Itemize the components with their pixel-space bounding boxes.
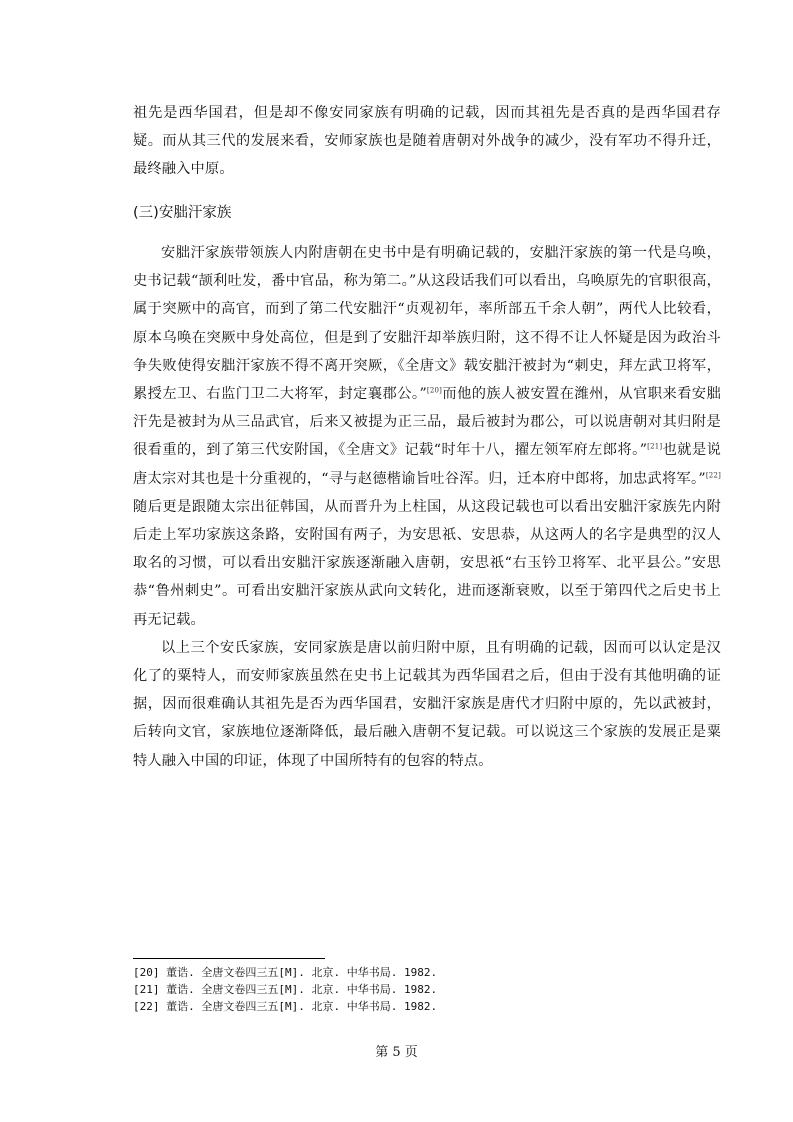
intro-text-block bbox=[133, 99, 721, 184]
paragraph-anzhuohan-family bbox=[133, 239, 721, 634]
footnote-20: [20] 董诰. 全唐文卷四三五[M]. 北京. 中华书局. 1982. bbox=[133, 966, 438, 979]
intro-paragraph: 祖先是西华国君，但是却不像安同家族有明确的记载，因而其祖先是否真的是西华国君存疑。而从其三代的发展来看，安师家族也是随着唐朝对外战争的减少，没有军功不得升迁，最终融入中原。 bbox=[133, 105, 721, 178]
footnote-21: [21] 董诰. 全唐文卷四三五[M]. 北京. 中华书局. 1982. bbox=[133, 983, 438, 996]
main-text-block bbox=[133, 239, 721, 775]
section-heading: (三)安胐汗家族 bbox=[133, 205, 232, 221]
paragraph-2-part-1: 安胐汗家族带领族人内附唐朝在史书中是有明确记载的，安胐汗家族的第一代是乌唤，史书记载“颉利吐发，番中官品，称为第二。”从这段话我们可以看出，乌唤原先的官职很高，属于突厥中的高官，而到了第二代安胐汗“贞观初年，率所部五千余人朝”，两代人比较看，原本乌唤在突厥中身处高位，但是到了安胐汗却举族归附，这不得不让人怀疑是因为政治斗争失败使得安胐汗家族不得不离开突厥，《全唐文》载安胐汗被封为“刺史，拜左武卫将军，累授左卫、右监门卫二大将军，封定襄郡公。” bbox=[133, 245, 721, 403]
footnotes bbox=[133, 964, 437, 1015]
footnote-separator bbox=[133, 958, 325, 959]
footnote-22: [22] 董诰. 全唐文卷四三五[M]. 北京. 中华书局. 1982. bbox=[133, 1000, 438, 1013]
paragraph-conclusion: 以上三个安氏家族，安同家族是唐以前归附中原，且有明确的记载，因而可以认定是汉化了的粟特人，而安师家族虽然在史书上记载其为西华国君之后，但由于没有其他明确的证据，因而很难确认其祖先是否为西华国君，安胐汗家族是唐代才归附中原的，先以武被封，后转向文官，家族地位逐渐降低，最后融入唐朝不复记载。可以说这三个家族的发展正是粟特人融入中国的印证，体现了中国所特有的包容的特点。 bbox=[133, 639, 721, 769]
paragraph-2-part-4: 随后更是跟随太宗出征韩国，从而晋升为上柱国，从这段记载也可以看出安胐汗家族先内附后走上军功家族这条路，安附国有两子，为安思祇、安思恭，从这两人的名字是典型的汉人取名的习惯，可以看出安胐汗家族逐渐融入唐朝，安思祇“右玉钤卫将军、北平县公。”安思恭“鲁州刺史”。可看出安胐汗家族从武向文转化，进而逐渐衰败，以至于第四代之后史书上再无记载。 bbox=[133, 498, 721, 628]
paragraph-2-part-3: 也就是说唐太宗对其也是十分重视的，“寻与赵德楷谕旨吐谷浑。归，迁本府中郎将，加忠武将军。” bbox=[133, 442, 721, 487]
page-number: 第 5 页 bbox=[375, 1045, 418, 1060]
citation-21: [21] bbox=[647, 442, 663, 451]
citation-20: [20] bbox=[426, 386, 443, 395]
paragraph-2-part-2: 而他的族人被安置在潍州，从官职来看安胐汗先是被封为从三品武官，后来又被提为正三品，最后被封为郡公，可以说唐朝对其归附是很看重的，到了第三代安附国，《全唐文》记载“时年十八，擢左领军府左郎将。” bbox=[133, 386, 721, 459]
citation-22: [22] bbox=[705, 470, 721, 479]
